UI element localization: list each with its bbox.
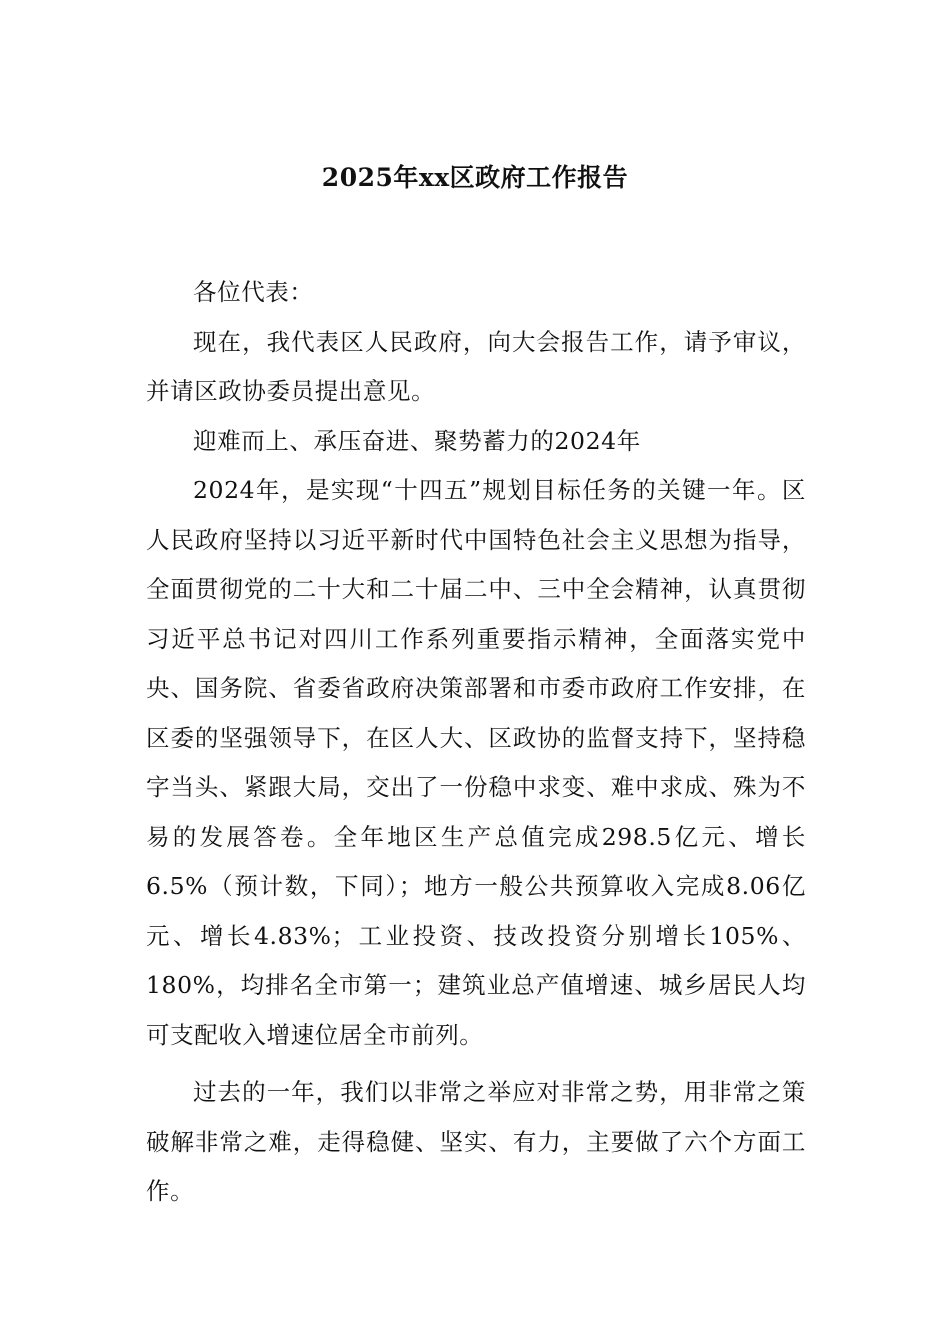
- section-heading-paragraph: 迎难而上、承压奋进、聚势蓄力的2024年: [193, 426, 641, 455]
- summary-paragraph: 过去的一年，我们以非常之举应对非常之势，用非常之策破解非常之难，走得稳健、坚实、有力，主要做了六个方面工作。: [146, 1078, 806, 1205]
- salutation-paragraph: 各位代表：: [193, 278, 314, 306]
- document-title: 2025年xx区政府工作报告: [321, 163, 629, 192]
- document-body: [146, 268, 806, 1217]
- review-paragraph: 2024年，是实现“十四五”规划目标任务的关键一年。区人民政府坚持以习近平新时代中国特色社会主义思想为指导，全面贯彻党的二十大和二十届二中、三中全会精神，认真贯彻习近平总书记对四川工作系列重要指示精神，全面落实党中央、国务院、省委省政府决策部署和市委市政府工作安排，在区委的坚强领导下，在区人大、区政协的监督支持下，坚持稳字当头、紧跟大局，交出了一份稳中求变、难中求成、殊为不易的发展答卷。全年地区生产总值完成298.5亿元、增长6.5%（预计数，下同）；地方一般公共预算收入完成8.06亿元、增长4.83%；工业投资、技改投资分别增长105%、180%，均排名全市第一；建筑业总产值增速、城乡居民人均可支配收入增速位居全市前列。: [146, 476, 806, 1049]
- opening-paragraph: 现在，我代表区人民政府，向大会报告工作，请予审议，并请区政协委员提出意见。: [146, 327, 806, 405]
